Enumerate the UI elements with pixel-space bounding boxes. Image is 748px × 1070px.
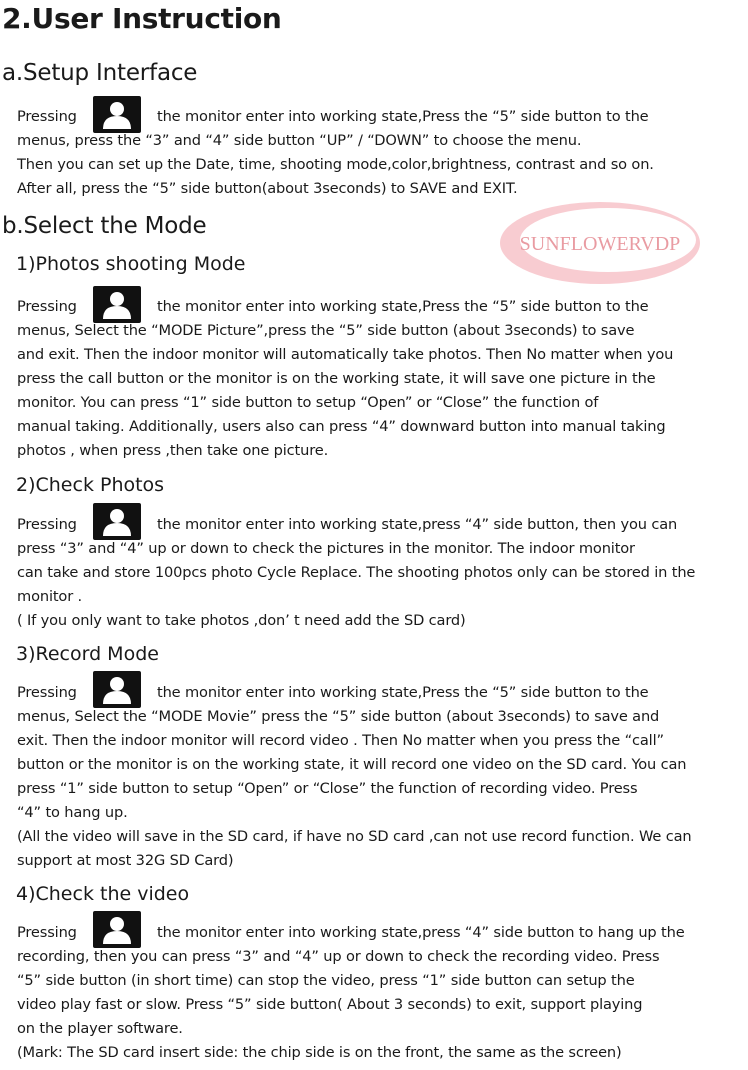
check-video-line-6: (Mark: The SD card insert side: the chip side is on the front, the same as the screen) xyxy=(17,1044,622,1061)
check-photos-pressing: Pressing xyxy=(17,516,77,533)
photos-line-6: manual taking. Additionally, users also can press “4” downward button into manual taking xyxy=(17,418,666,435)
setup-line-1: the monitor enter into working state,Press the “5” side button to the xyxy=(157,108,649,125)
setup-line-3: Then you can set up the Date, time, shooting mode,color,brightness, contrast and so on. xyxy=(17,156,654,173)
record-line-2: menus, Select the “MODE Movie” press the “5” side button (about 3seconds) to save and xyxy=(17,708,660,725)
check-video-pressing: Pressing xyxy=(17,924,77,941)
person-button-icon xyxy=(93,286,141,323)
record-line-4: button or the monitor is on the working state, it will record one video on the SD card. You can xyxy=(17,756,687,773)
photos-line-7: photos , when press ,then take one picture. xyxy=(17,442,329,459)
person-button-icon xyxy=(93,671,141,708)
setup-line-4: After all, press the “5” side button(about 3seconds) to SAVE and EXIT. xyxy=(17,180,518,197)
check-photos-heading: 2)Check Photos xyxy=(16,474,165,496)
check-video-heading: 4)Check the video xyxy=(16,883,190,905)
record-mode-heading: 3)Record Mode xyxy=(16,643,159,665)
photos-line-1: the monitor enter into working state,Press the “5” side button to the xyxy=(157,298,649,315)
record-pressing: Pressing xyxy=(17,684,77,701)
check-video-line-1: the monitor enter into working state,press “4” side button to hang up the xyxy=(157,924,685,941)
section-select-heading: b.Select the Mode xyxy=(2,213,207,239)
watermark-text: SUNFLOWERVDP xyxy=(519,233,681,255)
record-line-8: support at most 32G SD Card) xyxy=(17,852,234,869)
watermark-logo xyxy=(498,200,702,286)
record-line-3: exit. Then the indoor monitor will record video . Then No matter when you press the “call” xyxy=(17,732,664,749)
page-title: 2.User Instruction xyxy=(2,2,282,35)
person-button-icon xyxy=(93,503,141,540)
photos-pressing: Pressing xyxy=(17,298,77,315)
check-photos-line-1: the monitor enter into working state,press “4” side button, then you can xyxy=(157,516,678,533)
check-photos-line-2: press “3” and “4” up or down to check the pictures in the monitor. The indoor monitor xyxy=(17,540,635,557)
check-video-line-3: “5” side button (in short time) can stop the video, press “1” side button can setup the xyxy=(17,972,635,989)
record-line-6: “4” to hang up. xyxy=(17,804,128,821)
check-video-line-5: on the player software. xyxy=(17,1020,183,1037)
photos-line-2: menus, Select the “MODE Picture”,press the “5” side button (about 3seconds) to save xyxy=(17,322,635,339)
person-button-icon xyxy=(93,911,141,948)
setup-line-2: menus, press the “3” and “4” side button “UP” / “DOWN” to choose the menu. xyxy=(17,132,582,149)
photos-line-3: and exit. Then the indoor monitor will automatically take photos. Then No matter when you xyxy=(17,346,674,363)
photos-line-4: press the call button or the monitor is on the working state, it will save one picture in the xyxy=(17,370,656,387)
check-photos-line-3: can take and store 100pcs photo Cycle Replace. The shooting photos only can be stored in the xyxy=(17,564,696,581)
photos-line-5: monitor. You can press “1” side button to setup “Open” or “Close” the function of xyxy=(17,394,599,411)
check-video-line-4: video play fast or slow. Press “5” side button( About 3 seconds) to exit, support playing xyxy=(17,996,643,1013)
record-line-5: press “1” side button to setup “Open” or “Close” the function of recording video. Press xyxy=(17,780,638,797)
setup-pressing: Pressing xyxy=(17,108,77,125)
record-line-7: (All the video will save in the SD card, if have no SD card ,can not use record function. We can xyxy=(17,828,692,845)
check-photos-line-5: ( If you only want to take photos ,don’ t need add the SD card) xyxy=(17,612,466,629)
section-setup-heading: a.Setup Interface xyxy=(2,60,198,86)
photos-mode-heading: 1)Photos shooting Mode xyxy=(16,253,246,275)
person-button-icon xyxy=(93,96,141,133)
check-video-line-2: recording, then you can press “3” and “4” up or down to check the recording video. Press xyxy=(17,948,660,965)
check-photos-line-4: monitor . xyxy=(17,588,83,605)
record-line-1: the monitor enter into working state,Press the “5” side button to the xyxy=(157,684,649,701)
